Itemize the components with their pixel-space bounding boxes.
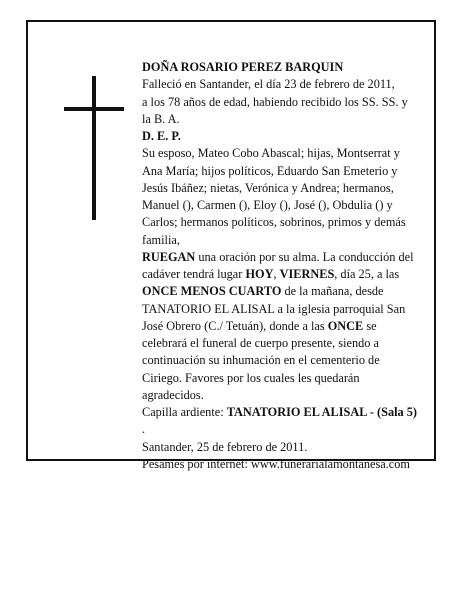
route-text-a: José Obrero (C./ Tetuán), donde a las: [142, 318, 328, 333]
ruegan-word: RUEGAN: [142, 249, 196, 264]
dep-heading: D. E. P.: [142, 129, 181, 143]
obituary-notice-frame: [26, 20, 436, 471]
chapel-label: Capilla ardiente:: [142, 405, 227, 419]
family-line-4: Manuel (), Carmen (), Eloy (), José (), Obdulia () y: [142, 198, 393, 212]
viernes-word: VIERNES: [279, 267, 335, 281]
death-line-1: Falleció en Santander, el día 23 de febrero de 2011,: [142, 77, 395, 92]
cross-icon: [64, 76, 124, 220]
family-line-2: Ana María; hijos políticos, Eduardo San Emeterio y: [142, 163, 398, 178]
family-line-1: Su esposo, Mateo Cobo Abascal; hijas, Montserrat y: [142, 146, 400, 161]
conduction-text-c: , día 25, a las: [334, 267, 400, 281]
funeral-line-4: agradecidos.: [142, 387, 204, 402]
date-line: Santander, 25 de febrero de 2011.: [142, 439, 308, 454]
once-word: ONCE: [327, 318, 364, 333]
conduction-line: [142, 266, 444, 283]
chapel-dot: .: [142, 422, 146, 437]
ruegan-line: [142, 249, 444, 266]
death-line-2: a los 78 años de edad, habiendo recibido los SS. SS. y: [142, 94, 408, 109]
family-line-5: Carlos; hermanos políticos, sobrinos, primos y demás: [142, 215, 406, 230]
condolences-line: Pésames por internet: www.funerarialamontanesa.com: [142, 456, 410, 471]
obituary-text: [142, 59, 444, 473]
conduction-text-a: cadáver tendrá lugar: [142, 267, 246, 281]
route-line-1: TANATORIO EL ALISAL a la iglesia parroquial San: [142, 301, 406, 316]
funeral-line-1: celebrará el funeral de cuerpo presente, siendo a: [142, 336, 379, 350]
family-line-3: Jesús Ibáñez; nietas, Verónica y Andrea; hermanos,: [142, 180, 394, 195]
deceased-name: DOÑA ROSARIO PEREZ BARQUIN: [142, 60, 344, 74]
time-rest: de la mañana, desde: [281, 284, 384, 299]
ruegan-rest: una oración por su alma. La conducción del: [195, 249, 414, 264]
route-text-b: se: [363, 318, 377, 333]
time-line: [142, 283, 444, 300]
route-line-2: [142, 318, 444, 335]
funeral-line-2: continuación su inhumación en el cementerio de: [142, 353, 380, 368]
time-words: ONCE MENOS CUARTO: [142, 284, 282, 299]
chapel-place: TANATORIO EL ALISAL - (Sala 5): [226, 405, 417, 419]
hoy-word: HOY: [245, 267, 274, 281]
chapel-line: [142, 404, 444, 421]
funeral-line-3: Ciriego. Favores por los cuales les quedarán: [142, 370, 360, 385]
conduction-text-b: ,: [273, 267, 280, 281]
family-line-6: familia,: [142, 232, 180, 247]
death-line-3: la B. A.: [142, 111, 180, 126]
